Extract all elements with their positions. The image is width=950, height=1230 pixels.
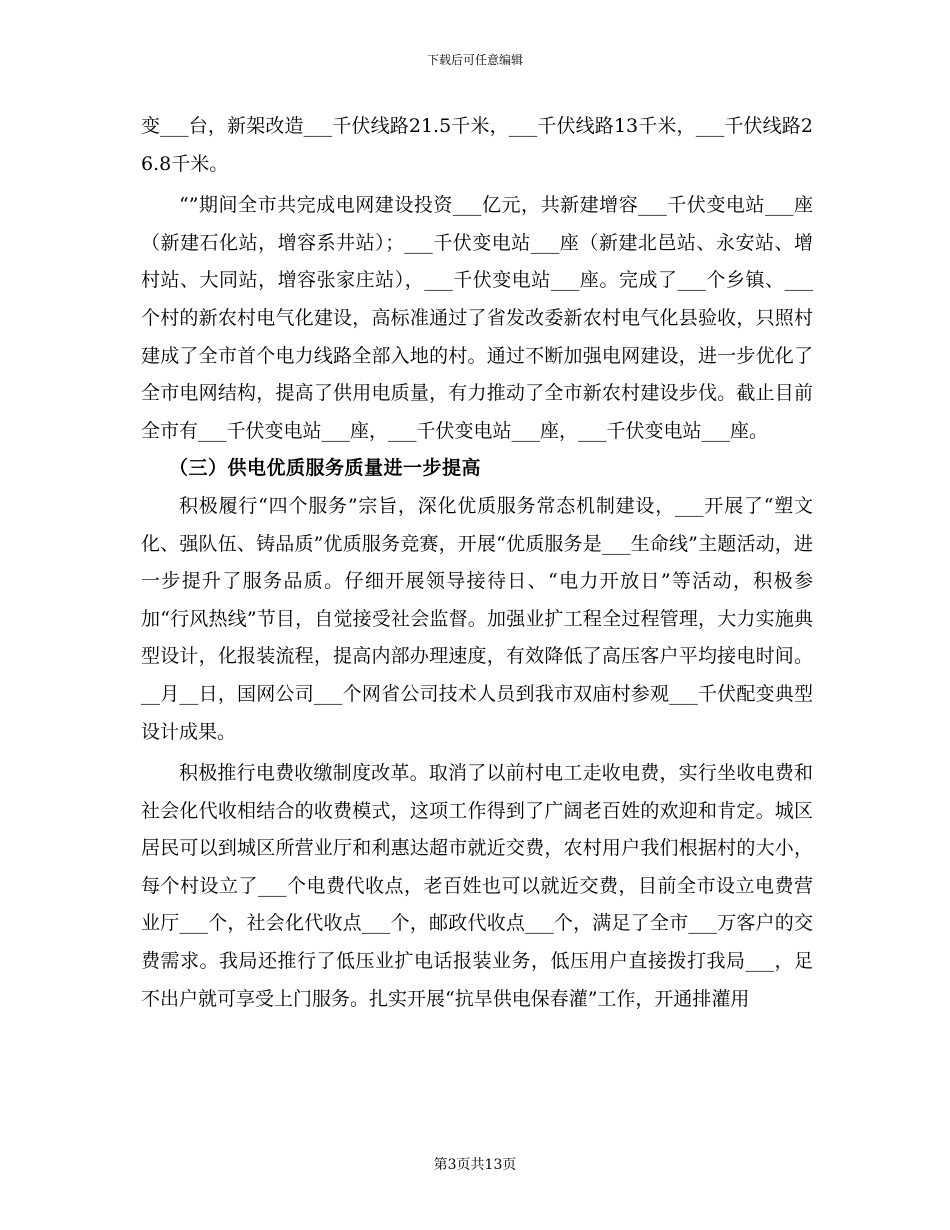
section-heading: （三）供电优质服务质量进一步提高: [169, 457, 482, 480]
paragraph-2: “”期间全市共完成电网建设投资___亿元，共新建增容___千伏变电站___座（新建石化站，增容系井站）；___千伏变电站___座（新建北邑站、永安站、增村站、大同站，增容张家庄站），___千伏变电站___座。完成了___个乡镇、___个村的新农村电气化建设，高标准通过了省发改委新农村电气化县验收，只照村建成了全市首个电力线路全部入地的村。通过不断加强电网建设，进一步优化了全市电网结构，提高了供用电质量，有力推动了全市新农村建设步伐。截止目前全市有___千伏变电站___座，___千伏变电站___座，___千伏变电站___座。: [141, 194, 813, 442]
page-header: 下载后可任意编辑: [426, 53, 523, 67]
paragraph-4: 积极推行电费收缴制度改革。取消了以前村电工走收电费，实行坐收电费和社会化代收相结合的收费模式，这项工作得到了广阔老百姓的欢迎和肯定。城区居民可以到城区所营业厅和利惠达超市就近交费，农村用户我们根据村的大小，每个村设立了___个电费代收点，老百姓也可以就近交费，目前全市设立电费营业厅___个，社会化代收点___个，邮政代收点___个，满足了全市___万客户的交费需求。我局还推行了低压业扩电话报装业务，低压用户直接拨打我局___，足不出户就可享受上门服务。扎实开展“抗旱供电保春灌”工作，开通排灌用: [141, 762, 813, 1010]
document-body: [141, 108, 813, 1018]
paragraph-3: 积极履行“四个服务”宗旨，深化优质服务常态机制建设，___开展了“塑文化、强队伍、铸品质”优质服务竞赛，开展“优质服务是___生命线”主题活动，进一步提升了服务品质。仔细开展领导接待日、“电力开放日”等活动，积极参加“行风热线”节目，自觉接受社会监督。加强业扩工程全过程管理，大力实施典型设计，化报装流程，提高内部办理速度，有效降低了高压客户平均接电时间。__月__日，国网公司___个网省公司技术人员到我市双庙村参观___千伏配变典型设计成果。: [141, 494, 813, 743]
page-footer: 第3页共13页: [433, 1157, 517, 1173]
paragraph-1: 变___台，新架改造___千伏线路21.5千米，___千伏线路13千米，___千伏线路26.8千米。: [141, 115, 813, 175]
